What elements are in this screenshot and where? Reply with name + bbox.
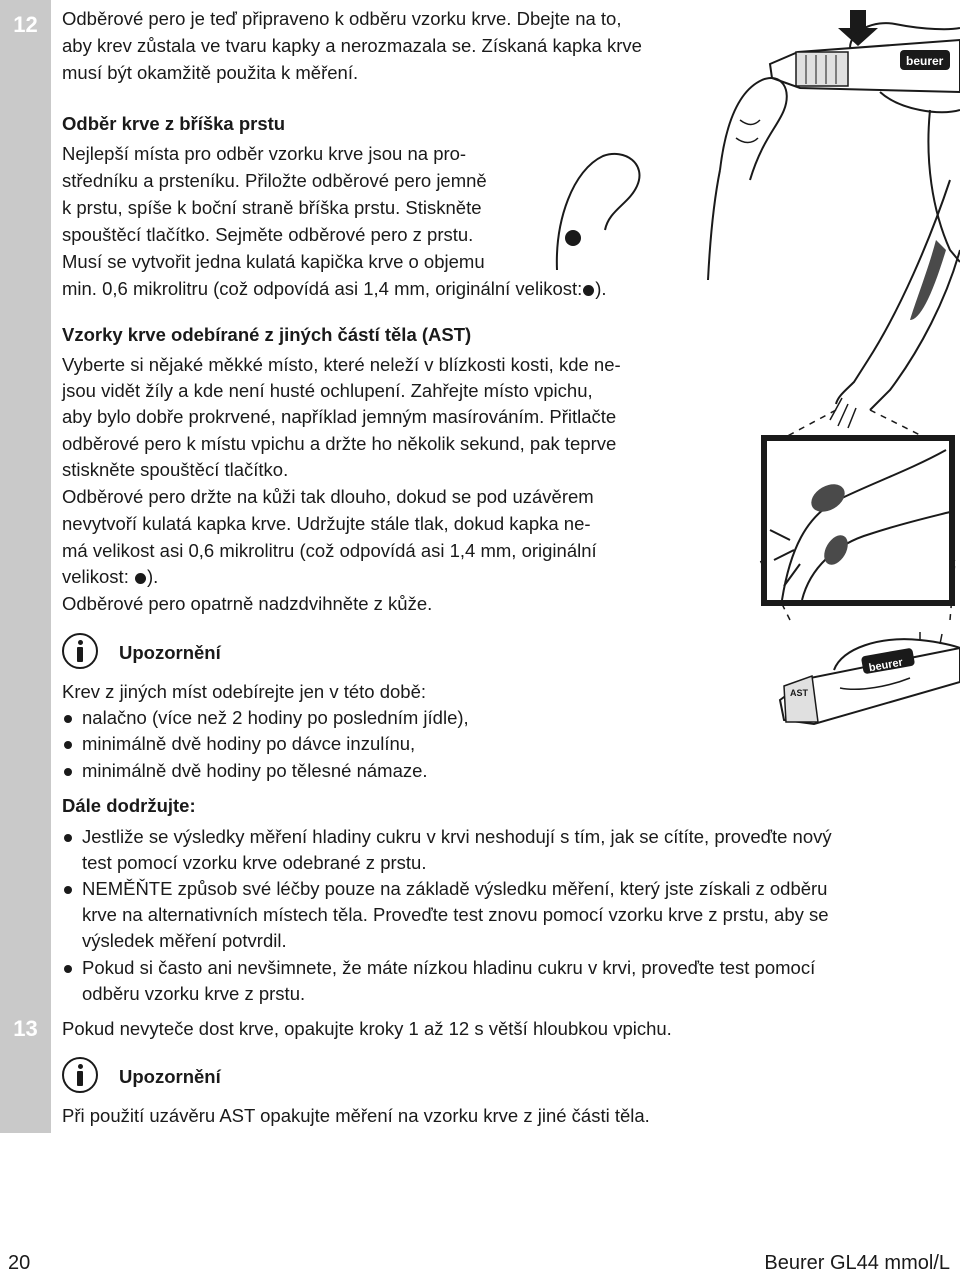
finger-blood-drop-illustration: [555, 150, 665, 270]
also-bullet-line: NEMĚŇTE způsob své léčby pouze na základě výsledku měření, který jste získali z odběru: [82, 878, 828, 899]
product-name: Beurer GL44 mmol/L: [764, 1252, 950, 1274]
fingertip-heading: Odběr krve z bříška prstu: [62, 113, 286, 134]
ast-line: nevytvoří kulatá kapka krve. Udržujte stále tlak, dokud kapka ne-: [62, 513, 591, 534]
notice-bullet: minimálně dvě hodiny po dávce inzulínu,: [82, 733, 416, 754]
also-bullet-line: test pomocí vzorku krve odebrané z prstu.: [82, 852, 427, 873]
fingertip-line: středníku a prsteníku. Přiložte odběrové pero jemně: [62, 170, 487, 191]
ast-heading: Vzorky krve odebírané z jiných částí těla (AST): [62, 324, 472, 345]
notice-title: Upozornění: [119, 1066, 221, 1087]
blood-drop-size-icon: [583, 285, 594, 296]
pen-brand-label: beurer: [906, 54, 944, 68]
fingertip-line: spouštěcí tlačítko. Sejměte odběrové pero z prstu.: [62, 224, 474, 245]
step13-text: Pokud nevyteče dost krve, opakujte kroky 1 až 12 s větší hloubkou vpichu.: [62, 1018, 672, 1039]
ast-size-line: velikost: ).: [62, 566, 159, 587]
fingertip-line: Musí se vytvořit jedna kulatá kapička krve o objemu: [62, 251, 485, 272]
arm-ast-sites-illustration: [750, 120, 960, 660]
info-icon: [62, 633, 98, 669]
step12-line: Odběrové pero je teď připraveno k odběru vzorku krve. Dbejte na to,: [62, 8, 622, 29]
step-number-13: 13: [13, 1016, 38, 1041]
fingertip-line: Nejlepší místa pro odběr vzorku krve jsou na pro-: [62, 143, 467, 164]
ast-line: stiskněte spouštěcí tlačítko.: [62, 459, 289, 480]
blood-drop-size-icon: [135, 573, 146, 584]
also-bullet-line: výsledek měření potvrdil.: [82, 930, 287, 951]
also-heading: Dále dodržujte:: [62, 795, 196, 816]
step-number-12: 12: [13, 12, 38, 37]
blood-drop-icon: [565, 230, 581, 246]
page-number: 20: [8, 1252, 31, 1274]
notice-intro: Krev z jiných míst odebírejte jen v této době:: [62, 681, 427, 702]
step-sidebar: [0, 0, 51, 1133]
fingertip-line: k prstu, spíše k boční straně bříška prstu. Stiskněte: [62, 197, 482, 218]
ast-cap-pen-illustration: [770, 630, 960, 730]
pen-brand-label: beurer: [867, 656, 904, 675]
notice-bullet: minimálně dvě hodiny po tělesné námaze.: [82, 760, 428, 781]
cap-label: AST: [790, 688, 808, 698]
bullet-icon: [64, 834, 72, 842]
ast-line: jsou vidět žíly a kde není husté ochlupení. Zahřejte místo vpichu,: [62, 380, 593, 401]
bullet-icon: [64, 768, 72, 776]
bullet-icon: [64, 715, 72, 723]
bullet-icon: [64, 741, 72, 749]
fingertip-size-line: min. 0,6 mikrolitru (což odpovídá asi 1,4 mm, originální velikost: ).: [62, 278, 607, 299]
bullet-icon: [64, 886, 72, 894]
info-icon: [62, 1057, 98, 1093]
ast-line: aby bylo dobře prokrvené, například jemným masírováním. Přitlačte: [62, 406, 617, 427]
notice-title: Upozornění: [119, 642, 221, 663]
step12-line: musí být okamžitě použita k měření.: [62, 62, 359, 83]
also-bullet-line: Jestliže se výsledky měření hladiny cukru v krvi neshodují s tím, jak se cítíte, proveďte nový: [82, 826, 832, 847]
also-bullet-line: odběru vzorku krve z prstu.: [82, 983, 306, 1004]
notice-bullet: nalačno (více než 2 hodiny po posledním jídle),: [82, 707, 469, 728]
ast-line: má velikost asi 0,6 mikrolitru (což odpovídá asi 1,4 mm, originální: [62, 540, 597, 561]
step12-line: aby krev zůstala ve tvaru kapky a nerozmazala se. Získaná kapka krve: [62, 35, 642, 56]
ast-final-line: Odběrové pero opatrně nadzdvihněte z kůže.: [62, 593, 433, 614]
notice2-text: Při použití uzávěru AST opakujte měření na vzorku krve z jiné části těla.: [62, 1105, 650, 1126]
also-bullet-line: krve na alternativních místech těla. Proveďte test znovu pomocí vzorku krve z prstu, aby se: [82, 904, 829, 925]
ast-line: Vyberte si nějaké měkké místo, které neleží v blízkosti kosti, kde ne-: [62, 354, 621, 375]
also-bullet-line: Pokud si často ani nevšimnete, že máte nízkou hladinu cukru v krvi, proveďte test pomocí: [82, 957, 816, 978]
ast-line: Odběrové pero držte na kůži tak dlouho, dokud se pod uzávěrem: [62, 486, 594, 507]
ast-line: odběrové pero k místu vpichu a držte ho několik sekund, pak teprve: [62, 433, 617, 454]
bullet-icon: [64, 965, 72, 973]
